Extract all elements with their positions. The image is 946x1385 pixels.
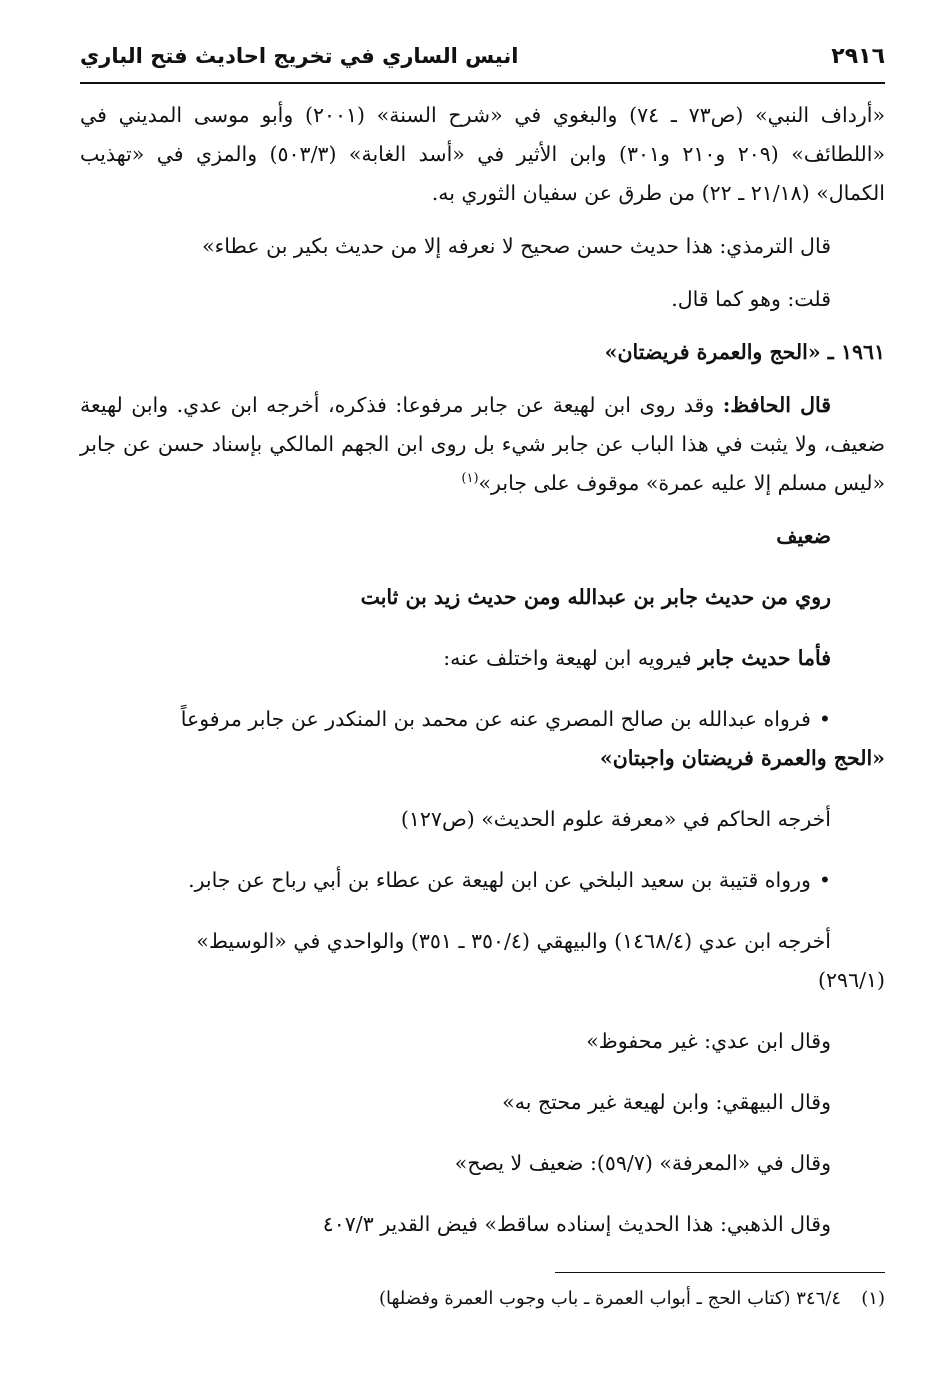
hafiz-label: قال الحافظ:	[722, 393, 832, 417]
jabir-text: فيرويه ابن لهيعة واختلف عنه:	[443, 646, 699, 670]
bullet-1-text: فرواه عبدالله بن صالح المصري عنه عن محمد بن المنكدر عن جابر مرفوعاً	[180, 707, 811, 731]
bullet-item-2	[80, 861, 885, 900]
bayhaqi-quote: وقال البيهقي: وابن لهيعة غير محتج به»	[502, 1090, 831, 1114]
bullet-1-quote: «الحج والعمرة فريضتان واجبتان»	[599, 746, 885, 770]
grade-label: ضعيف	[776, 524, 831, 548]
bullet-icon: •	[818, 707, 831, 731]
takhrij-hakim: أخرجه الحاكم في «معرفة علوم الحديث» (ص١٢٧)	[400, 807, 831, 831]
takhrij-2-ref: (٢٩٦/١)	[818, 968, 885, 992]
document-page	[80, 40, 885, 1360]
marifa-quote: وقال في «المعرفة» (٥٩/٧): ضعيف لا يصح»	[454, 1151, 831, 1175]
footnote-text: ٣٤٦/٤ (كتاب الحج ـ أبواب العمرة ـ باب وجوب العمرة وفضلها)	[379, 1288, 841, 1309]
footnote	[80, 1284, 885, 1314]
takhrij-ibn-adi	[80, 922, 885, 1000]
narration-summary: روي من حديث جابر بن عبدالله ومن حديث زيد بن ثابت	[360, 585, 831, 609]
jabir-intro	[80, 639, 885, 678]
jabir-label: فأما حديث جابر	[698, 646, 831, 670]
author-comment: قلت: وهو كما قال.	[671, 287, 831, 311]
bullet-2-text: ورواه قتيبة بن سعيد البلخي عن ابن لهيعة عن عطاء بن أبي رباح عن جابر.	[188, 868, 811, 892]
ibn-adi-quote: وقال ابن عدي: غير محفوظ»	[586, 1029, 831, 1053]
footnote-number: (١)	[861, 1288, 885, 1309]
running-title: انيس الساري في تخريج احاديث فتح الباري	[80, 44, 519, 68]
paragraph-takhrij-sources: «أرداف النبي» (ص٧٣ ـ ٧٤) والبغوي في «شرح السنة» (٢٠٠١) وأبو موسى المديني في «اللطائف» (٢٠٩ و٢١٠ و٣٠١) وابن الأثير في «أسد الغابة» (٥٠٣/٣) والمزي في «تهذيب الكمال» (٢١/١٨ ـ ٢٢) من طرق عن سفيان الثوري به.	[80, 103, 886, 205]
page-body	[80, 96, 885, 1244]
footnote-rule	[555, 1272, 885, 1273]
bullet-item-1	[80, 700, 885, 778]
bullet-icon: •	[818, 868, 831, 892]
page-header	[80, 40, 885, 80]
tirmidhi-quote: قال الترمذي: هذا حديث حسن صحيح لا نعرفه إلا من حديث بكير بن عطاء»	[202, 234, 831, 258]
footnote-ref: (١)	[461, 471, 479, 487]
header-rule	[80, 82, 885, 84]
takhrij-2-text: أخرجه ابن عدي (١٤٦٨/٤) والبيهقي (٣٥٠/٤ ـ ٣٥١) والواحدي في «الوسيط»	[196, 929, 831, 953]
hafiz-paragraph	[80, 386, 885, 503]
dhahabi-quote: وقال الذهبي: هذا الحديث إسناده ساقط» فيض القدير ٤٠٧/٣	[322, 1212, 831, 1236]
hadith-heading: ١٩٦١ ـ «الحج والعمرة فريضتان»	[604, 340, 885, 364]
hafiz-text: وقد روى ابن لهيعة عن جابر مرفوعا: فذكره، أخرجه ابن عدي. وابن لهيعة ضعيف، ولا يثبت في هذا الباب عن جابر شيء بل روى ابن الجهم المالكي بإسناد حسن عن جابر «ليس مسلم إلا عليه عمرة» موقوف على جابر»	[80, 393, 885, 495]
page-number: ٢٩١٦	[831, 44, 885, 69]
